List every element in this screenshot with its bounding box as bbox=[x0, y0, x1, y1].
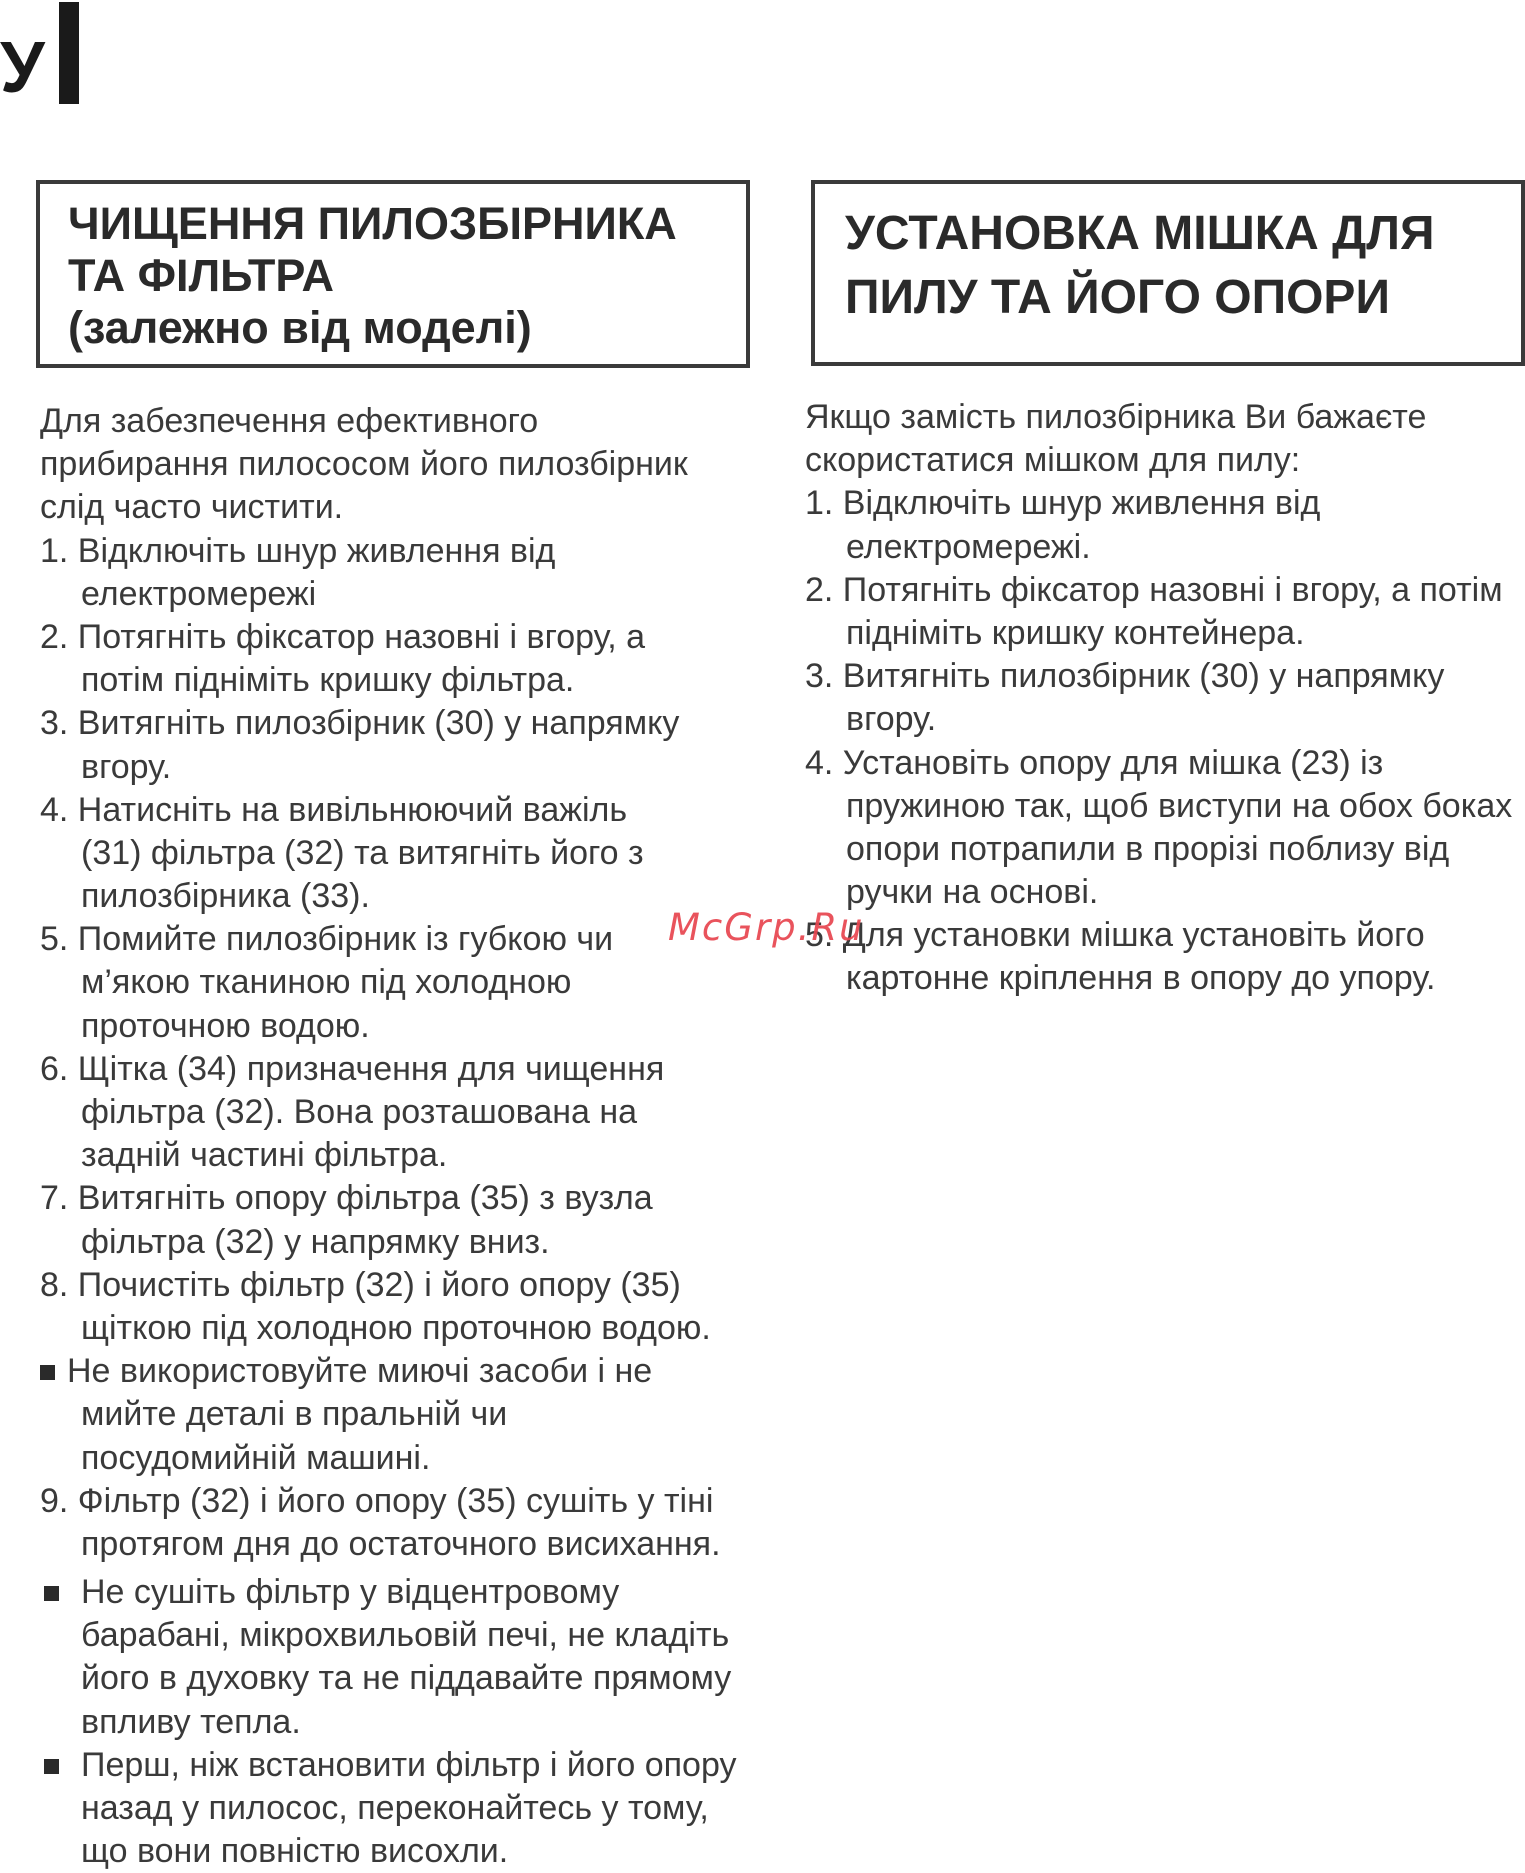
step-line: проточною водою. bbox=[81, 1006, 370, 1045]
step-line: 1. Відключіть шнур живлення від bbox=[40, 531, 556, 570]
square-bullet-icon bbox=[40, 1365, 55, 1380]
bullet-line: барабані, мікрохвильовій печі, не кладіть bbox=[81, 1616, 730, 1655]
language-marker bbox=[0, 2, 79, 108]
step-line: 3. Витягніть пилозбірник (30) у напрямку bbox=[40, 704, 680, 743]
left-title-line: ТА ФІЛЬТРА bbox=[68, 250, 334, 301]
left-title-line: ЧИЩЕННЯ ПИЛОЗБІРНИКА bbox=[68, 198, 677, 249]
step-line: 2. Потягніть фіксатор назовні і вгору, а потім bbox=[805, 570, 1503, 609]
bullet-line: посудомийній машині. bbox=[81, 1438, 431, 1477]
left-intro bbox=[40, 400, 800, 530]
bullet-line: назад у пилосос, переконайтесь у тому, bbox=[81, 1789, 709, 1827]
right-step-2 bbox=[805, 569, 1525, 655]
step-line: 5. Помийте пилозбірник із губкою чи bbox=[40, 920, 614, 959]
language-letter: У bbox=[0, 28, 45, 108]
text-line: прибирання пилососом його пилозбірник bbox=[40, 445, 688, 484]
left-step-4 bbox=[40, 789, 800, 919]
step-line: підніміть кришку контейнера. bbox=[846, 613, 1305, 652]
step-line: 6. Щітка (34) призначення для чищення bbox=[40, 1049, 665, 1088]
step-line: вгору. bbox=[81, 747, 172, 786]
text-line: слід часто чистити. bbox=[40, 488, 344, 527]
step-line: 4. Натисніть на вивільнюючий важіль bbox=[40, 790, 628, 829]
left-step-9 bbox=[40, 1480, 800, 1566]
bullet-line: мийте деталі в пральній чи bbox=[81, 1395, 508, 1434]
step-line: опори потрапили в прорізі поблизу від bbox=[846, 829, 1450, 868]
text-line: скористатися мішком для пилу: bbox=[805, 441, 1301, 480]
right-step-4 bbox=[805, 742, 1525, 915]
right-step-3 bbox=[805, 655, 1525, 741]
right-title-line: ПИЛУ ТА ЙОГО ОПОРИ bbox=[845, 271, 1390, 324]
step-line: 7. Витягніть опору фільтра (35) з вузла bbox=[40, 1179, 653, 1218]
right-title-line: УСТАНОВКА МІШКА ДЛЯ bbox=[845, 207, 1435, 260]
left-step-2 bbox=[40, 616, 800, 702]
bullet-line: його в духовку та не піддавайте прямому bbox=[81, 1659, 732, 1698]
bullet-line: Не використовуйте миючі засоби і не bbox=[67, 1352, 653, 1391]
step-line: 5. Для установки мішка установіть його bbox=[805, 916, 1425, 955]
step-line: 8. Почистіть фільтр (32) і його опору (35) bbox=[40, 1265, 681, 1304]
right-intro bbox=[805, 396, 1525, 482]
bullet-line: Не сушіть фільтр у відцентровому bbox=[81, 1573, 620, 1612]
right-column bbox=[805, 396, 1525, 1001]
left-bullet-1 bbox=[40, 1350, 800, 1480]
watermark: McGrp.Ru bbox=[668, 906, 865, 949]
step-line: 4. Установіть опору для мішка (23) із bbox=[805, 743, 1384, 782]
square-bullet-icon bbox=[44, 1586, 59, 1601]
left-bullet-3 bbox=[40, 1744, 800, 1873]
left-title-line: (залежно від моделі) bbox=[68, 302, 532, 353]
right-step-5 bbox=[805, 914, 1525, 1000]
step-line: потім підніміть кришку фільтра. bbox=[81, 661, 575, 700]
step-line: пилозбірника (33). bbox=[81, 877, 370, 916]
step-line: фільтра (32) у напрямку вниз. bbox=[81, 1222, 550, 1261]
step-line: ручки на основі. bbox=[846, 873, 1099, 912]
step-line: (31) фільтра (32) та витягніть його з bbox=[81, 833, 644, 872]
left-step-7 bbox=[40, 1177, 800, 1263]
bullet-line: впливу тепла. bbox=[81, 1702, 301, 1741]
text-line: Для забезпечення ефективного bbox=[40, 402, 539, 440]
step-line: вгору. bbox=[846, 700, 937, 739]
left-step-6 bbox=[40, 1048, 800, 1178]
right-step-1 bbox=[805, 482, 1525, 568]
step-line: фільтра (32). Вона розташована на bbox=[81, 1093, 638, 1131]
left-step-8 bbox=[40, 1264, 800, 1350]
left-bullet-2 bbox=[40, 1571, 800, 1744]
left-column bbox=[40, 400, 800, 1873]
step-line: 3. Витягніть пилозбірник (30) у напрямку bbox=[805, 657, 1445, 696]
right-section-title bbox=[811, 180, 1525, 366]
step-line: 1. Відключіть шнур живлення від bbox=[805, 484, 1321, 523]
step-line: м’якою тканиною під холодною bbox=[81, 963, 572, 1002]
step-line: щіткою під холодною проточною водою. bbox=[81, 1308, 711, 1347]
left-step-1 bbox=[40, 530, 800, 616]
step-line: 9. Фільтр (32) і його опору (35) сушіть у тіні bbox=[40, 1481, 714, 1520]
step-line: пружиною так, щоб виступи на обох боках bbox=[846, 786, 1513, 825]
language-bar bbox=[59, 2, 79, 104]
step-line: протягом дня до остаточного висихання. bbox=[81, 1524, 721, 1563]
step-line: електромережі bbox=[81, 574, 317, 613]
step-line: картонне кріплення в опору до упору. bbox=[846, 959, 1436, 998]
square-bullet-icon bbox=[44, 1759, 59, 1774]
bullet-line: що вони повністю висохли. bbox=[81, 1832, 509, 1871]
left-section-title bbox=[36, 180, 750, 368]
step-line: задній частині фільтра. bbox=[81, 1136, 448, 1175]
step-line: електромережі. bbox=[846, 527, 1091, 566]
text-line: Якщо замість пилозбірника Ви бажаєте bbox=[805, 398, 1427, 436]
step-line: 2. Потягніть фіксатор назовні і вгору, а bbox=[40, 617, 646, 656]
left-step-3 bbox=[40, 702, 800, 788]
bullet-line: Перш, ніж встановити фільтр і його опору bbox=[81, 1745, 737, 1784]
